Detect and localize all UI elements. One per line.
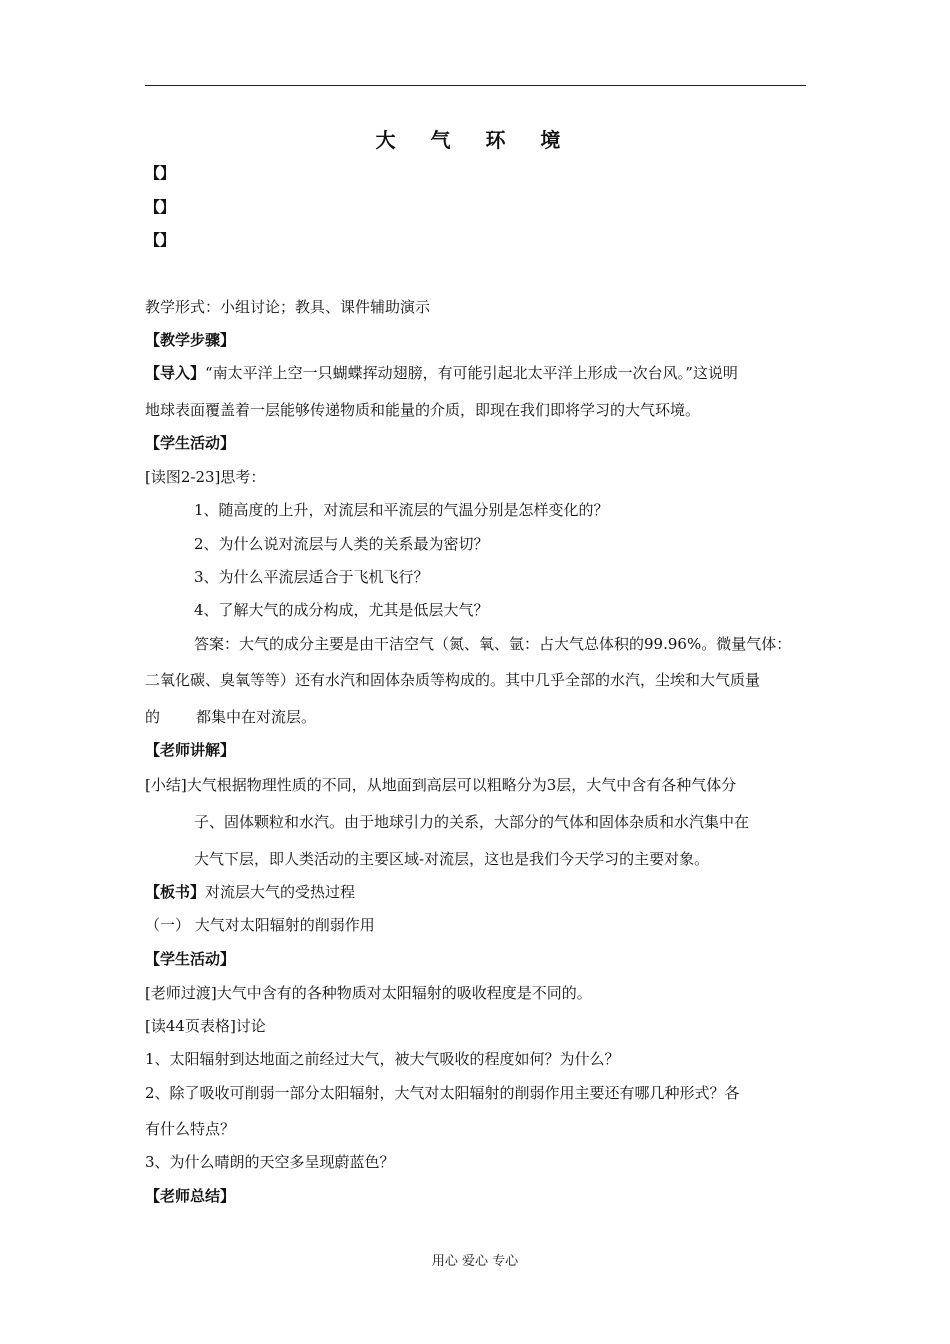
board-text: 对流层大气的受热过程 xyxy=(205,883,356,901)
summary-line-2: 子、固体颗粒和水汽。由于地球引力的关系，大部分的气体和固体杂质和水汽集中在 xyxy=(194,813,750,831)
discussion-q2-line-1: 2、除了吸收可削弱一部分太阳辐射，大气对太阳辐射的削弱作用主要还有哪几种形式？各 xyxy=(145,1084,740,1102)
intro-tag: 【导入】 xyxy=(145,364,206,382)
intro-line-1 xyxy=(145,364,738,382)
answer-line-3 xyxy=(145,708,316,726)
summary-line-1: [小结]大气根据物理性质的不同，从地面到高层可以粗略分为3层，大气中含有各种气体分 xyxy=(145,776,737,794)
header-rule xyxy=(145,85,806,86)
intro-line-2: 地球表面覆盖着一层能够传递物质和能量的介质，即现在我们即将学习的大气环境。 xyxy=(145,401,701,419)
intro-text-1: “南太平洋上空一只蝴蝶挥动翅膀，有可能引起北太平洋上形成一次台风。”这说明 xyxy=(205,364,738,382)
page-title: 大 气 环 境 xyxy=(375,128,575,152)
question-3: 3、为什么平流层适合于飞机飞行？ xyxy=(194,568,429,586)
board-line xyxy=(145,883,355,901)
teacher-summary-heading: 【老师总结】 xyxy=(145,1187,236,1205)
question-1: 1、随高度的上升，对流层和平流层的气温分别是怎样变化的？ xyxy=(194,501,609,519)
answer-line-3a: 的 xyxy=(145,708,161,726)
read-table: [读44页表格]讨论 xyxy=(145,1017,266,1035)
question-2: 2、为什么说对流层与人类的关系最为密切？ xyxy=(194,535,489,553)
answer-line-1: 答案：大气的成分主要是由干洁空气（氮、氧、氩：占大气总体积的99.96%。微量气体： xyxy=(194,635,792,653)
page-footer: 用心 爱心 专心 xyxy=(431,1254,519,1269)
teaching-form: 教学形式：小组讨论；教具、课件辅助演示 xyxy=(145,298,431,316)
discussion-q2-line-2: 有什么特点？ xyxy=(145,1120,236,1138)
student-activity-heading-1: 【学生活动】 xyxy=(145,434,236,452)
answer-line-3b: 都集中在对流层。 xyxy=(196,708,317,726)
student-activity-heading-2: 【学生活动】 xyxy=(145,950,236,968)
answer-line-2: 二氧化碳、臭氧等等）还有水汽和固体杂质等构成的。其中几乎全部的水汽，尘埃和大气质量 xyxy=(145,671,761,689)
read-figure: [读图2-23]思考： xyxy=(145,468,266,486)
discussion-q1: 1、太阳辐射到达地面之前经过大气，被大气吸收的程度如何？为什么？ xyxy=(145,1050,620,1068)
board-tag: 【板书】 xyxy=(145,883,206,901)
section-1-heading: （一） 大气对太阳辐射的削弱作用 xyxy=(145,916,375,934)
empty-bracket-1: 【】 xyxy=(145,164,176,182)
teacher-explain-heading: 【老师讲解】 xyxy=(145,741,236,759)
empty-bracket-2: 【】 xyxy=(145,198,176,216)
steps-heading: 【教学步骤】 xyxy=(145,331,236,349)
empty-bracket-3: 【】 xyxy=(145,231,176,249)
discussion-q3: 3、为什么晴朗的天空多呈现蔚蓝色？ xyxy=(145,1153,395,1171)
summary-line-3: 大气下层，即人类活动的主要区域-对流层，这也是我们今天学习的主要对象。 xyxy=(194,850,710,868)
teacher-transition: [老师过渡]大气中含有的各种物质对太阳辐射的吸收程度是不同的。 xyxy=(145,984,592,1002)
question-4: 4、了解大气的成分构成，尤其是低层大气？ xyxy=(194,601,489,619)
